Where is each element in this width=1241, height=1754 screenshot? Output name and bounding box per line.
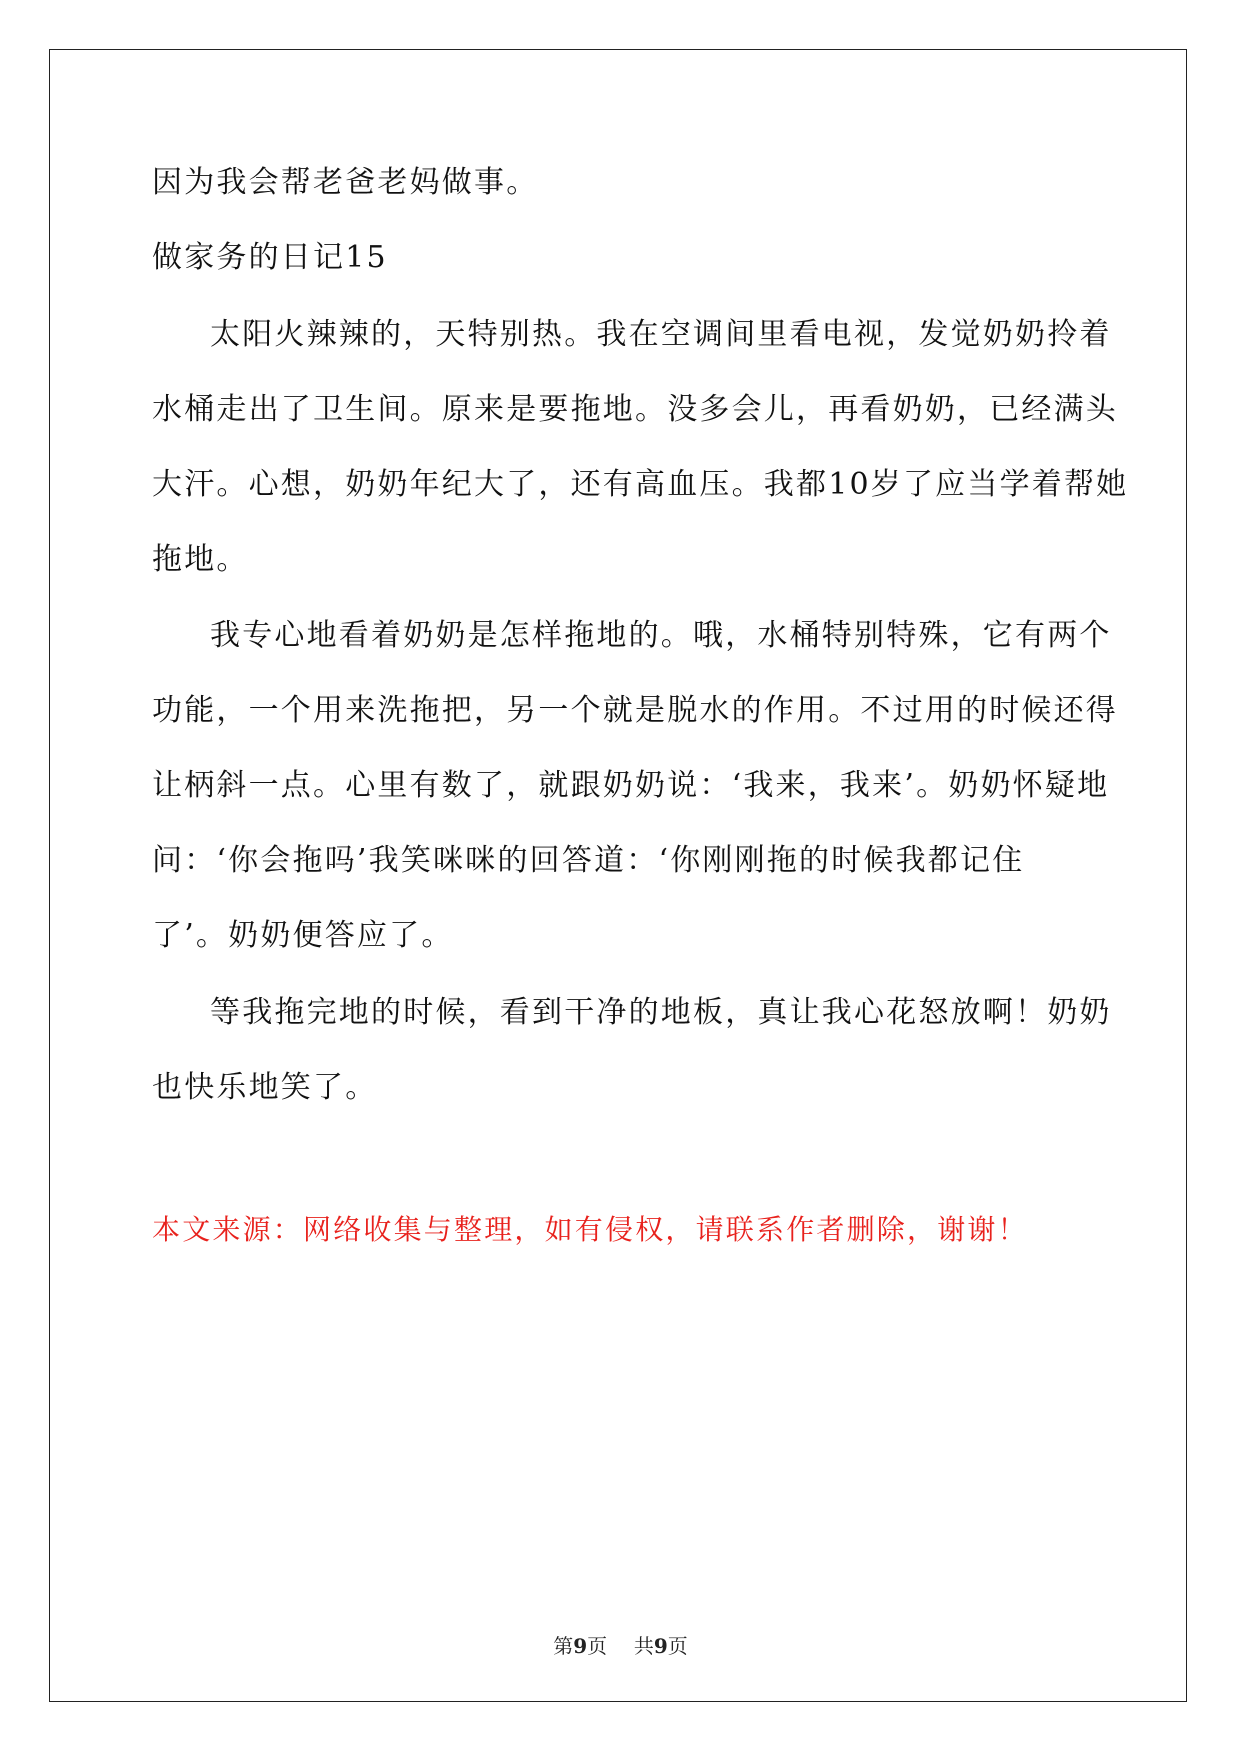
paragraph-line: 让柄斜一点。心里有数了，就跟奶奶说：‘我来，我来’。奶奶怀疑地 bbox=[152, 768, 1110, 803]
diary-title: 做家务的日记15 bbox=[152, 240, 388, 275]
paragraph-line: 功能，一个用来洗拖把，另一个就是脱水的作用。不过用的时候还得 bbox=[152, 693, 1118, 728]
footer-page-number: 9 bbox=[573, 1634, 588, 1658]
paragraph-line: 拖地。 bbox=[152, 542, 249, 577]
paragraph-line: 因为我会帮老爸老妈做事。 bbox=[152, 165, 539, 200]
paragraph-line: 太阳火辣辣的，天特别热。我在空调间里看电视，发觉奶奶拎着 bbox=[210, 317, 1112, 352]
footer-total-prefix: 共 bbox=[633, 1634, 654, 1658]
footer-page-prefix: 第 bbox=[553, 1634, 574, 1658]
footer-total-number: 9 bbox=[653, 1634, 668, 1658]
paragraph-line: 等我拖完地的时候，看到干净的地板，真让我心花怒放啊！奶奶 bbox=[210, 995, 1112, 1030]
paragraph-line: 水桶走出了卫生间。原来是要拖地。没多会儿，再看奶奶，已经满头 bbox=[152, 392, 1118, 427]
footer-page-suffix: 页 bbox=[587, 1634, 608, 1658]
page-footer bbox=[0, 1636, 1241, 1656]
paragraph-line: 大汗。心想，奶奶年纪大了，还有高血压。我都10岁了应当学着帮她 bbox=[152, 467, 1129, 502]
paragraph-line: 了’。奶奶便答应了。 bbox=[152, 918, 454, 953]
source-notice: 本文来源：网络收集与整理，如有侵权，请联系作者删除，谢谢！ bbox=[152, 1213, 1028, 1246]
paragraph-line: 也快乐地笑了。 bbox=[152, 1070, 378, 1105]
paragraph-line: 问：‘你会拖吗’我笑咪咪的回答道：‘你刚刚拖的时候我都记住 bbox=[152, 843, 1025, 878]
paragraph-line: 我专心地看着奶奶是怎样拖地的。哦，水桶特别特殊，它有两个 bbox=[210, 618, 1112, 653]
footer-total-suffix: 页 bbox=[667, 1634, 688, 1658]
